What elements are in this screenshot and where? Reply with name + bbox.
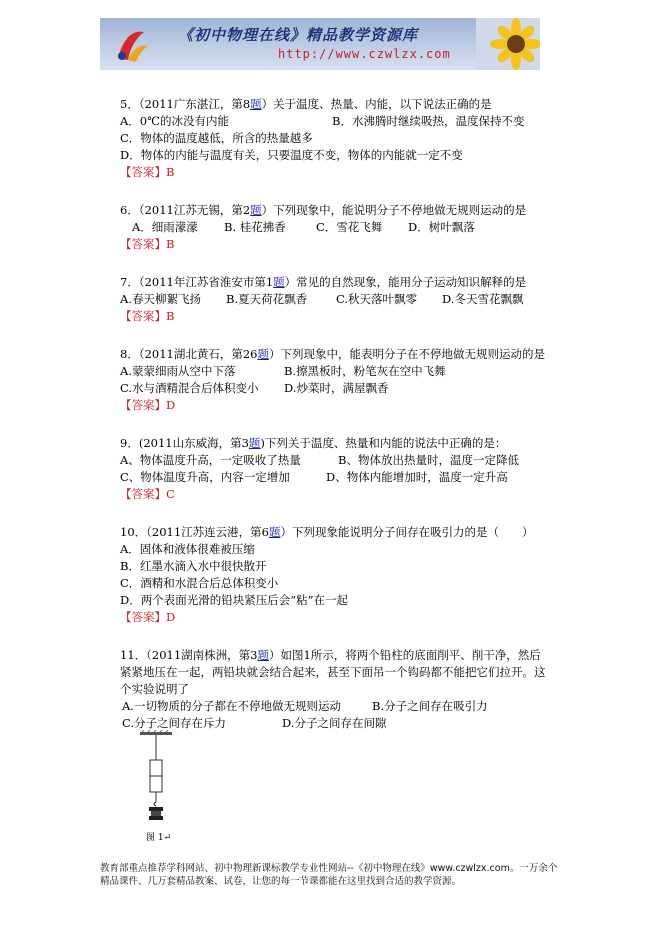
figure-caption: 图 1↵ bbox=[146, 833, 172, 843]
option-b: B. 桂花拂香 bbox=[224, 220, 286, 234]
option-row bbox=[120, 452, 550, 469]
option-row bbox=[120, 380, 550, 397]
question-text: ）常见的自然现象，能用分子运动知识解释的是 bbox=[284, 275, 527, 289]
question-7 bbox=[120, 274, 550, 325]
option-b: B．水沸腾时继续吸热，温度保持不变 bbox=[332, 114, 525, 128]
option-c: C．雪花飞舞 bbox=[316, 220, 383, 234]
answer-label: 【答案】 bbox=[120, 237, 166, 251]
option-row bbox=[120, 469, 550, 486]
option-b: B．红墨水滴入水中很快散开 bbox=[120, 559, 267, 573]
answer-line bbox=[120, 609, 550, 626]
answer-value: C bbox=[166, 487, 175, 501]
option-c: C.分子之间存在斥力 bbox=[122, 716, 227, 730]
question-11 bbox=[120, 647, 550, 732]
option-d: D．两个表面光滑的铅块紧压后会“粘”在一起 bbox=[120, 593, 348, 607]
answer-value: D bbox=[166, 398, 176, 412]
option-b: B.分子之间存在吸引力 bbox=[372, 699, 488, 713]
option-a: A、物体温度升高，一定吸收了热量 bbox=[120, 453, 301, 467]
question-source: （2011湖北黄石，第26 bbox=[138, 347, 258, 361]
question-list bbox=[120, 96, 550, 753]
option-row bbox=[120, 219, 550, 236]
option-a: A．0℃的冰没有内能 bbox=[120, 114, 229, 128]
option-row bbox=[120, 715, 550, 732]
answer-line bbox=[120, 397, 550, 414]
option-a: A.一切物质的分子都在不停地做无规则运动 bbox=[122, 699, 341, 713]
question-text: ）下列现象中，能说明分子不停地做无规则运动的是 bbox=[261, 203, 527, 217]
option-d: D.炒菜时，满屋飘香 bbox=[284, 381, 389, 395]
answer-value: B bbox=[166, 165, 175, 179]
option-row bbox=[120, 698, 550, 715]
option-d: D、物体内能增加时，温度一定升高 bbox=[326, 470, 508, 484]
question-stem bbox=[120, 647, 550, 698]
answer-line bbox=[120, 486, 550, 503]
answer-label: 【答案】 bbox=[120, 487, 166, 501]
question-number: 5． bbox=[120, 97, 139, 111]
site-logo bbox=[114, 26, 150, 64]
answer-line bbox=[120, 236, 550, 253]
question-stem bbox=[120, 202, 550, 219]
answer-value: D bbox=[166, 610, 176, 624]
answer-value: B bbox=[166, 309, 175, 323]
option-c: C.水与酒精混合后体积变小 bbox=[120, 381, 259, 395]
question-number: 9． bbox=[120, 436, 139, 450]
option-c: C．酒精和水混合后总体积变小 bbox=[120, 576, 279, 590]
answer-value: B bbox=[166, 237, 175, 251]
option-a: A．固体和液体很难被压缩 bbox=[120, 542, 255, 556]
option-d: D．树叶飘落 bbox=[408, 220, 475, 234]
question-source: （2011江苏无锡，第2 bbox=[138, 203, 251, 217]
question-source: （2011年江苏省淮安市第1 bbox=[138, 275, 274, 289]
question-stem bbox=[120, 96, 550, 113]
question-5 bbox=[120, 96, 550, 181]
question-text: ）关于温度、热量、内能，以下说法正确的是 bbox=[261, 97, 492, 111]
sunflower-image bbox=[476, 18, 540, 70]
option-c: C．物体的温度越低，所含的热量越多 bbox=[120, 131, 313, 145]
question-number: 8． bbox=[120, 347, 139, 361]
lead-cylinder-diagram bbox=[136, 730, 176, 826]
header-banner bbox=[100, 18, 540, 70]
question-text: ）下列现象能说明分子间存在吸引力的是（ ） bbox=[280, 525, 534, 539]
question-stem bbox=[120, 274, 550, 291]
question-number: 10． bbox=[120, 525, 147, 539]
option-row bbox=[120, 113, 550, 130]
question-source: （2011湖南株洲，第3 bbox=[146, 648, 258, 662]
question-link[interactable]: 题 bbox=[250, 97, 262, 111]
option-c: C.秋天落叶飘零 bbox=[336, 292, 418, 306]
question-link[interactable]: 题 bbox=[248, 436, 261, 450]
question-text: )下列关于温度、热量和内能的说法中正确的是： bbox=[260, 436, 507, 450]
question-number: 11． bbox=[120, 648, 147, 662]
figure-1 bbox=[136, 730, 176, 843]
answer-line bbox=[120, 308, 550, 325]
answer-label: 【答案】 bbox=[120, 398, 166, 412]
option-c: C、物体温度升高，内容一定增加 bbox=[120, 470, 290, 484]
question-number: 7． bbox=[120, 275, 139, 289]
option-d: D．物体的内能与温度有关，只要温度不变，物体的内能就一定不变 bbox=[120, 148, 463, 162]
answer-line bbox=[120, 164, 550, 181]
question-link[interactable]: 题 bbox=[250, 203, 262, 217]
site-title: 《初中物理在线》精品教学资源库 bbox=[178, 26, 419, 44]
question-6 bbox=[120, 202, 550, 253]
question-link[interactable]: 题 bbox=[257, 648, 269, 662]
question-stem bbox=[120, 346, 550, 363]
option-b: B.夏天荷花飘香 bbox=[226, 292, 308, 306]
option-d: D.分子之间存在间隙 bbox=[282, 716, 387, 730]
option-d: D.冬天雪花飘飘 bbox=[442, 292, 524, 306]
answer-label: 【答案】 bbox=[120, 309, 166, 323]
option-b: B、物体放出热量时，温度一定降低 bbox=[338, 453, 519, 467]
question-stem bbox=[120, 435, 550, 452]
question-text: ）如图1所示，将两个铅柱的底面削平、削干净，然后紧紧地压在一起，两铅块就会结合起来，甚至下面吊一个钩码都不能把它们拉开。这个实验说明了 bbox=[120, 648, 546, 696]
question-10 bbox=[120, 524, 550, 626]
question-text: ）下列现象中，能表明分子在不停地做无规则运动的是 bbox=[268, 347, 545, 361]
question-8 bbox=[120, 346, 550, 414]
option-a: A.春天柳絮飞扬 bbox=[120, 292, 201, 306]
option-a: A．细雨濛濛 bbox=[132, 220, 198, 234]
option-a: A.蒙蒙细雨从空中下落 bbox=[120, 364, 236, 378]
page-footer: 教育部重点推荐学科网站、初中物理新课标教学专业性网站--《初中物理在线》www.czwlzx.com。一万余个精品课件、几万套精品教案、试卷，让您的每一节课都能在这里找到合适的教学资源。 bbox=[100, 863, 558, 887]
question-stem bbox=[120, 524, 550, 541]
option-row bbox=[120, 291, 550, 308]
question-number: 6． bbox=[120, 203, 139, 217]
question-link[interactable]: 题 bbox=[257, 347, 269, 361]
question-source: （2011江苏连云港，第6 bbox=[146, 525, 269, 539]
question-link[interactable]: 题 bbox=[273, 275, 285, 289]
answer-label: 【答案】 bbox=[120, 610, 166, 624]
option-b: B.擦黑板时，粉笔灰在空中飞舞 bbox=[284, 364, 446, 378]
question-source: (2011山东威海，第3 bbox=[138, 436, 249, 450]
question-source: （2011广东湛江，第8 bbox=[138, 97, 251, 111]
site-url[interactable]: http://www.czwlzx.com bbox=[278, 47, 451, 61]
option-row bbox=[120, 363, 550, 380]
question-9 bbox=[120, 435, 550, 503]
question-link[interactable]: 题 bbox=[268, 525, 281, 539]
answer-label: 【答案】 bbox=[120, 165, 166, 179]
